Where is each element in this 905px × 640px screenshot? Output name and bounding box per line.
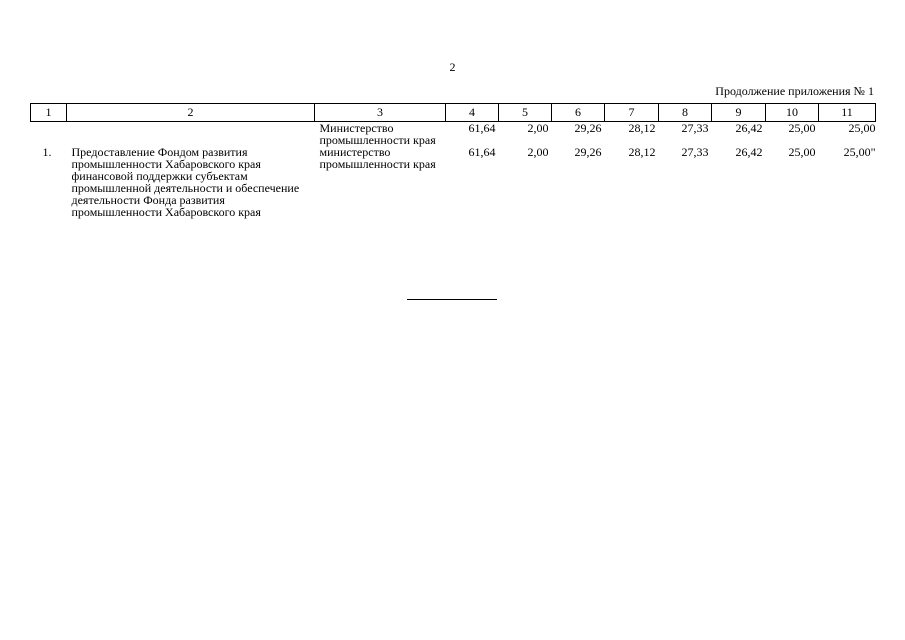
value-cell: 26,42 — [735, 145, 763, 159]
value-cell: 29,26 — [574, 145, 602, 159]
table-header-row — [31, 104, 876, 122]
column-header: 3 — [315, 104, 446, 122]
continuation-label: Продолжение приложения № 1 — [715, 84, 874, 98]
column-header: 1 — [31, 104, 67, 122]
column-header: 11 — [819, 104, 876, 122]
value-cell: 25,00 — [848, 121, 876, 135]
row-number — [31, 122, 67, 147]
value-cell: 27,33 — [681, 121, 709, 135]
appendix-table — [30, 103, 876, 218]
column-header: 4 — [446, 104, 499, 122]
column-header: 10 — [766, 104, 819, 122]
value-cell: 26,42 — [735, 121, 763, 135]
column-header: 8 — [659, 104, 712, 122]
measure-name: Предоставление Фондом развития промышленности Хабаровского края финансовой поддержки субъектам промышленной деятельности и обеспечение деятельности Фонда развития промышленности Хабаровского края — [71, 145, 300, 219]
value-cell: 2,00 — [527, 145, 549, 159]
column-header: 9 — [712, 104, 766, 122]
column-header: 5 — [499, 104, 552, 122]
end-divider — [407, 299, 497, 300]
column-header: 6 — [552, 104, 605, 122]
column-header: 7 — [605, 104, 659, 122]
value-cell: 28,12 — [628, 121, 656, 135]
value-cell: 25,00 — [788, 145, 816, 159]
value-cell: 25,00" — [843, 145, 876, 159]
table-row — [31, 122, 876, 147]
value-cell: 25,00 — [788, 121, 816, 135]
executor: Министерство промышленности края — [319, 121, 436, 147]
column-header: 2 — [67, 104, 315, 122]
value-cell: 29,26 — [574, 121, 602, 135]
value-cell: 61,64 — [468, 145, 496, 159]
executor: министерство промышленности края — [319, 145, 436, 171]
value-cell: 61,64 — [468, 121, 496, 135]
table-row — [31, 146, 876, 218]
value-cell: 2,00 — [527, 121, 549, 135]
page-number: 2 — [449, 60, 456, 74]
row-number: 1. — [42, 145, 52, 159]
measure-name — [67, 122, 315, 147]
value-cell: 27,33 — [681, 145, 709, 159]
value-cell: 28,12 — [628, 145, 656, 159]
